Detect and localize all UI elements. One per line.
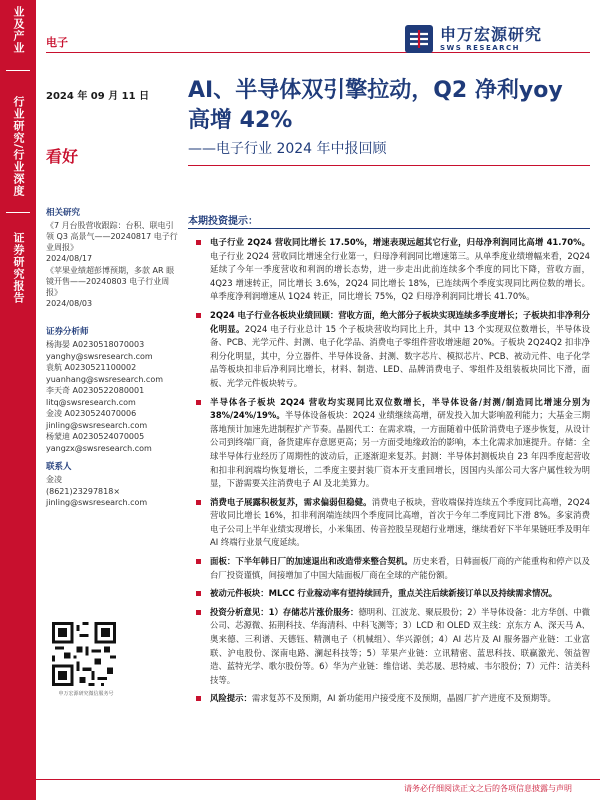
sidebar-divider (6, 70, 30, 71)
summary-bullet (196, 396, 590, 491)
analyst-email[interactable]: yuanhang@swsresearch.com (46, 374, 164, 384)
report-date: 2024 年 09 月 11 日 (46, 91, 150, 102)
analyst-email[interactable]: litq@swsresearch.com (46, 397, 136, 407)
related-research-heading: 相关研究 (46, 208, 81, 218)
summary-bullet (196, 587, 590, 601)
sws-logo-icon (404, 24, 434, 54)
summary-bullet (196, 692, 590, 706)
bullet-lead: 面板：下半年韩日厂的加速退出和改造带来整合契机。 (210, 556, 413, 567)
summary-bullet (196, 606, 590, 688)
bullet-lead: 半导体各子板块 2Q24 营收均实现同比双位数增长，半导体设备/封测/制造同比增速分别为 38%/24%/19%。 (210, 396, 590, 421)
investment-rating: 看好 (46, 147, 79, 166)
analyst-line: 袁航 A0230521100002 (46, 363, 137, 372)
logo-text-en: SWS RESEARCH (440, 44, 521, 52)
bullet-body: 半导体设备板块：2Q24 业绩继续高增，研发投入加大影响盈利能力；大基金三期落地预计加速先进制程扩产节奏。晶圆代工：在需求端，一方面随着中低阶消费电子逐步恢复，从设计公司到终端厂商，备货建库存意愿更高；另一方面受地缘政治的影响，本土化需求加速提升。存储：全球半导体行业经历了周期性的波动后，正逐渐迎来复苏。封测：半导体封测板块自 23 年四季度起营收和扣非利润端均恢复增长，二季度主要封装厂资本开支重回增长，因国内头部公司大客户属性较为明显，下游需要关注消费电子 AI 及北美算力。 (210, 410, 590, 489)
sidebar-category-label: 业及产业 (12, 6, 25, 54)
contact-email[interactable]: jinling@swsresearch.com (46, 498, 148, 507)
sidebar-doc-type-label: 证券研究报告 (12, 232, 25, 304)
sws-logo (404, 20, 574, 58)
left-column (46, 206, 180, 509)
contact-name: 金凌 (46, 475, 62, 484)
summary-bullet (196, 309, 590, 391)
summary-bullets (196, 236, 590, 706)
contact-heading: 联系人 (46, 462, 72, 472)
sidebar-report-type-label: 行业研究/行业深度 (12, 96, 25, 198)
bullet-lead: 消费电子展露积极复苏，需求偏弱但稳健。 (210, 496, 372, 507)
bullet-lead: 被动元件板块：MLCC 行业稼动率有望持续回升，重点关注后续新接订单以及持续需求情况。 (210, 588, 558, 599)
bullet-body: 电子行业 2Q24 营收同比增速全行业第一，归母净利润同比增速第三。从单季度业绩增幅来看，2Q24 延续了今年一季度营收和利润的增长态势，进一步走出此前连续多个季度的同比下降，营收方面，4Q23 增速转正，同比增长 3.6%，2Q24 同比增长 18%，已连续两个季度实现同比两位数的增长。单季度净利润增速从 1Q24 转正，同比增长 75%，Q2 归母净利润同比增长 41.70%。 (210, 250, 590, 302)
sidebar-divider (6, 212, 30, 213)
analyst-line: 李天奇 A0230522080001 (46, 386, 145, 395)
analyst-line: 金凌 A0230524070006 (46, 409, 137, 418)
bullet-lead: 风险提示： (210, 693, 252, 704)
disclaimer-footer[interactable]: 请务必仔细阅读正文之后的各项信息披露与声明 (404, 784, 572, 793)
bullet-body: 消费电子板块，营收端保持连续五个季度同比高增，2Q24 营收同比增长 16%，扣非利润端连续四个季度同比高增，首次于今年二季度同比下滑 8%。多家消费电子公司上半年业绩实现增长，小米集团、传音控股呈现超行业增速，继续看好下半年果链旺季及明年 AI 终端行业景气度延续。 (210, 496, 591, 548)
bullet-body: 2Q24 电子行业总计 15 个子板块营收均同比上升，其中 13 个实现双位数增长，半导体设备、PCB、光学元件、封测、电子化学品、消费电子零组件营收增速超 20%。子板块 2Q24Q2 扣非净利分化明显，其中，分立器件、半导体设备、封测、数字芯片、模拟芯片、PCB、被动元件、电子化学品等板块扣非后净利同比增长，材料、制造、LED、品牌消费电子、零组件及组装板块同比下滑，面板、光学元件板块转亏。 (210, 323, 591, 388)
sidebar-category (0, 6, 36, 64)
analyst-line: 杨海晏 A0230518070003 (46, 340, 145, 349)
bullet-lead: 投资分析意见：1）存储芯片涨价服务： (210, 606, 359, 617)
qr-code-icon (52, 622, 116, 686)
industry-label: 电子 (46, 36, 68, 49)
sidebar-doc-type (0, 232, 36, 312)
footer-rule (36, 779, 600, 780)
logo-text-cn: 申万宏源研究 (440, 25, 543, 44)
related-research-item[interactable]: 《苹果业绩超彭博预期，多款 AR 眼镜开售——20240803 电子行业周报》 (46, 266, 175, 297)
summary-heading: 本期投资提示： (188, 216, 258, 227)
related-research-item[interactable]: 《7 月台股营收跟踪：台积、联电引领 Q3 高景气——20240817 电子行业周报》 (46, 221, 178, 252)
summary-rule (188, 228, 590, 229)
summary-bullet (196, 496, 590, 550)
sidebar-report-type (0, 96, 36, 206)
bullet-body: 德明利、江波龙、聚辰股份；2）半导体设备：北方华创、中微公司、芯源微、拓荆科技、华海清科、中科飞测等；3）LCD 和 OLED 双主线：京东方 A、深天马 A、奥来德、三利谱、天德钰、精测电子（机械组）、华兴源创；4）AI 芯片及 AI 服务器产业链：工业富联、沪电股份、深南电路、澜起科技等；5）苹果产业链：立讯精密、蓝思科技、联赢激光、领益智造、蓝特光学、歌尔股份等。6）华为产业链：维信诺、美芯晟、思特威、韦尔股份；7）元件：洁美科技等。 (210, 606, 590, 685)
related-research-date: 2024/08/03 (46, 299, 93, 308)
analyst-line: 杨蒙迪 A0230524070005 (46, 432, 145, 441)
contact-phone: (8621)23297818× (46, 486, 121, 496)
analyst-email[interactable]: yangzx@swsresearch.com (46, 443, 152, 453)
analyst-email[interactable]: jinling@swsresearch.com (46, 420, 148, 430)
analysts-heading: 证券分析师 (46, 327, 89, 337)
bullet-lead: 电子行业 2Q24 营收同比增长 17.50%，增速表现远超其它行业，归母净利润同比高增 41.70%。 (210, 237, 590, 247)
bullet-body: 历史来看，日韩面板厂商的产能重构和停产以及台厂投资谨慎，间接增加了中国大陆面板厂商在全球的产能份额。 (210, 556, 590, 580)
qr-caption: 申万宏源研究微信服务号 (58, 691, 114, 697)
summary-bullet (196, 236, 590, 304)
analyst-email[interactable]: yanghy@swsresearch.com (46, 351, 153, 361)
report-subtitle: ——电子行业 2024 年中报回顾 (188, 141, 387, 157)
summary-bullet (196, 555, 590, 582)
related-research-date: 2024/08/17 (46, 254, 93, 263)
report-title: AI、半导体双引擎拉动，Q2 净利yoy 高增 42% (188, 78, 563, 133)
bullet-lead: 2Q24 电子行业各板块业绩回顾：营收方面，绝大部分子板块实现连续多季度增长；子板块扣非净利分化明显。 (210, 309, 590, 334)
title-rule (188, 165, 590, 166)
bullet-body: 需求复苏不及预期，AI 新功能用户接受度不及预期，晶圆厂扩产进度不及预期等。 (251, 693, 556, 704)
